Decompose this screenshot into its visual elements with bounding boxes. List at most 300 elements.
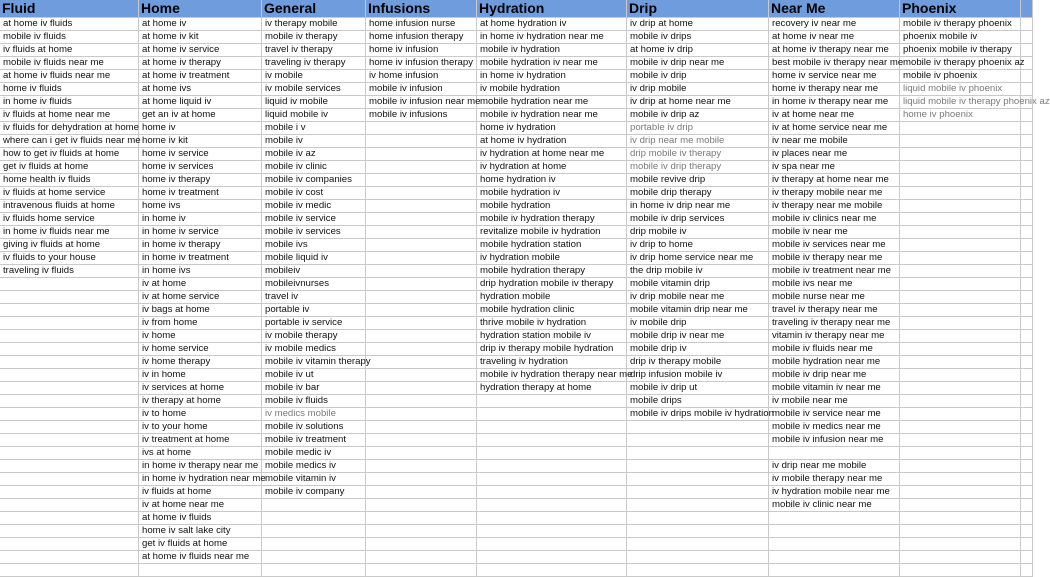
cell[interactable] bbox=[0, 499, 139, 512]
cell[interactable] bbox=[900, 187, 1021, 200]
cell[interactable]: iv drip at home near me bbox=[627, 96, 769, 109]
cell[interactable] bbox=[900, 291, 1021, 304]
cell[interactable]: at home iv service bbox=[139, 44, 262, 57]
cell[interactable] bbox=[0, 408, 139, 421]
cell[interactable]: mobile vitamin drip bbox=[627, 278, 769, 291]
cell[interactable] bbox=[366, 135, 477, 148]
cell[interactable]: hydration therapy at home bbox=[477, 382, 627, 395]
cell[interactable]: get an iv at home bbox=[139, 109, 262, 122]
cell[interactable]: mobile medic iv bbox=[262, 447, 366, 460]
cell[interactable] bbox=[627, 564, 769, 577]
cell[interactable] bbox=[900, 148, 1021, 161]
cell[interactable]: mobile iv clinic bbox=[262, 161, 366, 174]
cell[interactable]: mobile iv service near me bbox=[769, 408, 900, 421]
cell[interactable]: traveling iv fluids bbox=[0, 265, 139, 278]
cell[interactable]: in home ivs bbox=[139, 265, 262, 278]
cell[interactable] bbox=[366, 122, 477, 135]
cell[interactable]: at home iv treatment bbox=[139, 70, 262, 83]
cell[interactable] bbox=[1021, 239, 1033, 252]
cell[interactable] bbox=[0, 304, 139, 317]
cell[interactable]: mobile iv infusion bbox=[366, 83, 477, 96]
cell[interactable] bbox=[900, 421, 1021, 434]
cell[interactable] bbox=[0, 382, 139, 395]
cell[interactable]: get iv fluids at home bbox=[0, 161, 139, 174]
cell[interactable]: mobileivnurses bbox=[262, 278, 366, 291]
cell[interactable] bbox=[477, 421, 627, 434]
cell[interactable] bbox=[900, 226, 1021, 239]
cell[interactable] bbox=[1021, 382, 1033, 395]
cell[interactable] bbox=[1021, 512, 1033, 525]
cell[interactable] bbox=[1021, 44, 1033, 57]
cell[interactable] bbox=[627, 447, 769, 460]
cell[interactable] bbox=[900, 434, 1021, 447]
cell[interactable]: iv mobile therapy bbox=[262, 330, 366, 343]
cell[interactable]: mobile iv drip ut bbox=[627, 382, 769, 395]
cell[interactable]: liquid mobile iv bbox=[262, 109, 366, 122]
cell[interactable]: mobile drip therapy bbox=[627, 187, 769, 200]
cell[interactable]: mobile iv infusion near me bbox=[769, 434, 900, 447]
cell[interactable]: in home iv bbox=[139, 213, 262, 226]
cell[interactable] bbox=[900, 135, 1021, 148]
cell[interactable] bbox=[900, 460, 1021, 473]
column-header[interactable]: Near Me bbox=[769, 0, 900, 18]
cell[interactable]: mobile iv hydration therapy near me bbox=[477, 369, 627, 382]
cell[interactable]: mobile iv treatment bbox=[262, 434, 366, 447]
cell[interactable]: mobile iv near me bbox=[769, 226, 900, 239]
cell[interactable]: mobile liquid iv bbox=[262, 252, 366, 265]
cell[interactable]: in home iv hydration bbox=[477, 70, 627, 83]
cell[interactable] bbox=[366, 343, 477, 356]
cell[interactable]: iv drip at home bbox=[627, 18, 769, 31]
cell[interactable]: travel iv therapy near me bbox=[769, 304, 900, 317]
cell[interactable]: mobile iv infusion near me bbox=[366, 96, 477, 109]
cell[interactable] bbox=[0, 317, 139, 330]
cell[interactable] bbox=[900, 408, 1021, 421]
cell[interactable] bbox=[1021, 226, 1033, 239]
cell[interactable]: mobile iv service bbox=[262, 213, 366, 226]
cell[interactable] bbox=[1021, 499, 1033, 512]
cell[interactable]: in home iv treatment bbox=[139, 252, 262, 265]
cell[interactable]: at home iv bbox=[139, 18, 262, 31]
cell[interactable] bbox=[1021, 304, 1033, 317]
cell[interactable] bbox=[1021, 213, 1033, 226]
cell[interactable] bbox=[1021, 252, 1033, 265]
cell[interactable]: giving iv fluids at home bbox=[0, 239, 139, 252]
cell[interactable]: traveling iv therapy bbox=[262, 57, 366, 70]
cell[interactable]: iv spa near me bbox=[769, 161, 900, 174]
cell[interactable]: mobile iv drip near me bbox=[769, 369, 900, 382]
cell[interactable] bbox=[1021, 18, 1033, 31]
cell[interactable]: mobileiv bbox=[262, 265, 366, 278]
cell[interactable] bbox=[366, 551, 477, 564]
cell[interactable]: iv bags at home bbox=[139, 304, 262, 317]
cell[interactable] bbox=[769, 512, 900, 525]
cell[interactable]: mobile iv medic bbox=[262, 200, 366, 213]
cell[interactable]: home iv treatment bbox=[139, 187, 262, 200]
cell[interactable]: where can i get iv fluids near me bbox=[0, 135, 139, 148]
column-header[interactable]: Home bbox=[139, 0, 262, 18]
cell[interactable]: mobile vitamin iv near me bbox=[769, 382, 900, 395]
cell[interactable]: home iv service near me bbox=[769, 70, 900, 83]
cell[interactable]: in home iv fluids near me bbox=[0, 226, 139, 239]
cell[interactable] bbox=[1021, 473, 1033, 486]
cell[interactable] bbox=[477, 564, 627, 577]
cell[interactable] bbox=[366, 486, 477, 499]
cell[interactable] bbox=[1021, 408, 1033, 421]
cell[interactable] bbox=[900, 200, 1021, 213]
cell[interactable]: iv at home bbox=[139, 278, 262, 291]
cell[interactable]: iv mobile near me bbox=[769, 395, 900, 408]
cell[interactable]: mobile ivs bbox=[262, 239, 366, 252]
cell[interactable] bbox=[262, 538, 366, 551]
cell[interactable]: in home iv therapy near me bbox=[769, 96, 900, 109]
cell[interactable]: how to get iv fluids at home bbox=[0, 148, 139, 161]
cell[interactable] bbox=[262, 499, 366, 512]
cell[interactable] bbox=[366, 252, 477, 265]
cell[interactable] bbox=[0, 356, 139, 369]
cell[interactable]: drip iv therapy mobile bbox=[627, 356, 769, 369]
cell[interactable]: iv therapy mobile bbox=[262, 18, 366, 31]
cell[interactable]: mobile nurse near me bbox=[769, 291, 900, 304]
cell[interactable]: at home iv hydration bbox=[477, 135, 627, 148]
cell[interactable] bbox=[1021, 109, 1033, 122]
cell[interactable]: at home iv fluids near me bbox=[139, 551, 262, 564]
cell[interactable] bbox=[1021, 447, 1033, 460]
cell[interactable]: iv from home bbox=[139, 317, 262, 330]
cell[interactable]: at home iv drip bbox=[627, 44, 769, 57]
cell[interactable]: iv fluids at home bbox=[0, 44, 139, 57]
cell[interactable] bbox=[627, 512, 769, 525]
cell[interactable]: mobile hydration iv bbox=[477, 187, 627, 200]
cell[interactable] bbox=[900, 512, 1021, 525]
cell[interactable]: iv at home near me bbox=[769, 109, 900, 122]
cell[interactable]: mobile iv company bbox=[262, 486, 366, 499]
cell[interactable] bbox=[627, 473, 769, 486]
cell[interactable] bbox=[627, 486, 769, 499]
cell[interactable] bbox=[627, 551, 769, 564]
cell[interactable]: iv in home bbox=[139, 369, 262, 382]
cell[interactable] bbox=[1021, 369, 1033, 382]
cell[interactable]: the drip mobile iv bbox=[627, 265, 769, 278]
cell[interactable]: iv fluids home service bbox=[0, 213, 139, 226]
cell[interactable] bbox=[900, 122, 1021, 135]
cell[interactable]: mobile iv drip near me bbox=[627, 57, 769, 70]
cell[interactable] bbox=[900, 317, 1021, 330]
cell[interactable] bbox=[1021, 538, 1033, 551]
cell[interactable] bbox=[900, 525, 1021, 538]
cell[interactable]: iv fluids to your house bbox=[0, 252, 139, 265]
cell[interactable] bbox=[366, 200, 477, 213]
cell[interactable]: mobile iv drip services bbox=[627, 213, 769, 226]
cell[interactable] bbox=[366, 330, 477, 343]
cell[interactable] bbox=[0, 278, 139, 291]
cell[interactable]: in home iv hydration near me bbox=[139, 473, 262, 486]
cell[interactable] bbox=[366, 421, 477, 434]
cell[interactable] bbox=[1021, 525, 1033, 538]
column-header[interactable]: General bbox=[262, 0, 366, 18]
cell[interactable] bbox=[900, 239, 1021, 252]
cell[interactable]: mobile hydration near me bbox=[769, 356, 900, 369]
cell[interactable]: mobile iv hydration therapy bbox=[477, 213, 627, 226]
cell[interactable]: iv medics mobile bbox=[262, 408, 366, 421]
cell[interactable] bbox=[262, 525, 366, 538]
cell[interactable]: mobile iv vitamin therapy bbox=[262, 356, 366, 369]
cell[interactable]: mobile iv cost bbox=[262, 187, 366, 200]
cell[interactable] bbox=[1021, 551, 1033, 564]
cell[interactable]: mobile hydration station bbox=[477, 239, 627, 252]
cell[interactable]: mobile iv treatment near me bbox=[769, 265, 900, 278]
cell[interactable] bbox=[627, 460, 769, 473]
cell[interactable] bbox=[477, 486, 627, 499]
cell[interactable]: at home iv fluids near me bbox=[0, 70, 139, 83]
cell[interactable] bbox=[366, 473, 477, 486]
cell[interactable] bbox=[0, 538, 139, 551]
cell[interactable]: in home iv therapy near me bbox=[139, 460, 262, 473]
cell[interactable]: drip mobile iv bbox=[627, 226, 769, 239]
cell[interactable]: mobile iv drip therapy bbox=[627, 161, 769, 174]
cell[interactable]: hydration mobile bbox=[477, 291, 627, 304]
cell[interactable]: home iv infusion bbox=[366, 44, 477, 57]
cell[interactable]: mobile iv therapy near me bbox=[769, 252, 900, 265]
cell[interactable] bbox=[900, 343, 1021, 356]
cell[interactable]: iv treatment at home bbox=[139, 434, 262, 447]
cell[interactable] bbox=[366, 291, 477, 304]
cell[interactable]: home iv fluids bbox=[0, 83, 139, 96]
cell[interactable] bbox=[366, 460, 477, 473]
cell[interactable]: ivs at home bbox=[139, 447, 262, 460]
cell[interactable] bbox=[900, 538, 1021, 551]
cell[interactable]: home infusion therapy bbox=[366, 31, 477, 44]
cell[interactable]: mobile iv az bbox=[262, 148, 366, 161]
cell[interactable]: home health iv fluids bbox=[0, 174, 139, 187]
cell[interactable]: iv hydration at home near me bbox=[477, 148, 627, 161]
cell[interactable]: home infusion nurse bbox=[366, 18, 477, 31]
cell[interactable] bbox=[366, 512, 477, 525]
cell[interactable]: mobile iv therapy phoenix bbox=[900, 18, 1021, 31]
cell[interactable] bbox=[769, 447, 900, 460]
cell[interactable]: iv mobile drip bbox=[627, 317, 769, 330]
cell[interactable]: hydration station mobile iv bbox=[477, 330, 627, 343]
cell[interactable]: mobile iv clinics near me bbox=[769, 213, 900, 226]
cell[interactable]: mobile iv bbox=[262, 135, 366, 148]
cell[interactable] bbox=[1021, 278, 1033, 291]
cell[interactable] bbox=[900, 473, 1021, 486]
cell[interactable]: traveling iv hydration bbox=[477, 356, 627, 369]
cell[interactable] bbox=[0, 330, 139, 343]
cell[interactable] bbox=[1021, 83, 1033, 96]
cell[interactable] bbox=[1021, 564, 1033, 577]
cell[interactable] bbox=[477, 447, 627, 460]
cell[interactable]: at home iv therapy near me bbox=[769, 44, 900, 57]
cell[interactable] bbox=[366, 161, 477, 174]
cell[interactable]: mobile iv fluids near me bbox=[0, 57, 139, 70]
cell[interactable]: iv at home near me bbox=[139, 499, 262, 512]
cell[interactable]: iv near me mobile bbox=[769, 135, 900, 148]
cell[interactable]: iv to home bbox=[139, 408, 262, 421]
cell[interactable] bbox=[900, 369, 1021, 382]
cell[interactable]: home hydration iv bbox=[477, 174, 627, 187]
cell[interactable] bbox=[477, 460, 627, 473]
cell[interactable]: mobile iv therapy phoenix az bbox=[900, 57, 1021, 70]
cell[interactable]: iv mobile bbox=[262, 70, 366, 83]
cell[interactable]: mobile iv companies bbox=[262, 174, 366, 187]
cell[interactable]: drip mobile iv therapy bbox=[627, 148, 769, 161]
cell[interactable] bbox=[627, 499, 769, 512]
cell[interactable] bbox=[0, 551, 139, 564]
cell[interactable]: mobile hydration iv near me bbox=[477, 57, 627, 70]
cell[interactable]: iv mobile hydration bbox=[477, 83, 627, 96]
cell[interactable] bbox=[900, 356, 1021, 369]
column-header[interactable]: Phoenix bbox=[900, 0, 1021, 18]
cell[interactable]: portable iv bbox=[262, 304, 366, 317]
cell[interactable]: mobile iv drips mobile iv hydration bbox=[627, 408, 769, 421]
cell[interactable]: liquid mobile iv phoenix bbox=[900, 83, 1021, 96]
cell[interactable] bbox=[0, 434, 139, 447]
cell[interactable] bbox=[0, 486, 139, 499]
cell[interactable]: iv drip home service near me bbox=[627, 252, 769, 265]
cell[interactable]: iv fluids at home bbox=[139, 486, 262, 499]
cell[interactable] bbox=[0, 525, 139, 538]
cell[interactable] bbox=[366, 213, 477, 226]
cell[interactable]: mobile hydration clinic bbox=[477, 304, 627, 317]
cell[interactable]: iv therapy at home near me bbox=[769, 174, 900, 187]
cell[interactable]: intravenous fluids at home bbox=[0, 200, 139, 213]
cell[interactable]: iv hydration mobile bbox=[477, 252, 627, 265]
cell[interactable]: at home iv fluids bbox=[0, 18, 139, 31]
column-header-empty[interactable] bbox=[1021, 0, 1033, 18]
cell[interactable]: iv fluids at home near me bbox=[0, 109, 139, 122]
cell[interactable] bbox=[366, 187, 477, 200]
cell[interactable]: home iv salt lake city bbox=[139, 525, 262, 538]
cell[interactable] bbox=[1021, 122, 1033, 135]
cell[interactable] bbox=[1021, 70, 1033, 83]
cell[interactable]: at home ivs bbox=[139, 83, 262, 96]
cell[interactable]: revitalize mobile iv hydration bbox=[477, 226, 627, 239]
cell[interactable] bbox=[627, 434, 769, 447]
cell[interactable]: mobile iv therapy bbox=[262, 31, 366, 44]
cell[interactable]: mobile hydration bbox=[477, 200, 627, 213]
cell[interactable] bbox=[1021, 434, 1033, 447]
cell[interactable]: iv fluids at home service bbox=[0, 187, 139, 200]
cell[interactable] bbox=[1021, 57, 1033, 70]
cell[interactable]: drip infusion mobile iv bbox=[627, 369, 769, 382]
cell[interactable]: iv mobile medics bbox=[262, 343, 366, 356]
cell[interactable] bbox=[900, 395, 1021, 408]
cell[interactable] bbox=[1021, 174, 1033, 187]
cell[interactable]: iv drip mobile bbox=[627, 83, 769, 96]
cell[interactable] bbox=[0, 343, 139, 356]
cell[interactable] bbox=[900, 486, 1021, 499]
cell[interactable] bbox=[1021, 330, 1033, 343]
cell[interactable]: drip iv therapy mobile hydration bbox=[477, 343, 627, 356]
cell[interactable]: phoenix mobile iv bbox=[900, 31, 1021, 44]
cell[interactable] bbox=[627, 525, 769, 538]
cell[interactable]: home iv services bbox=[139, 161, 262, 174]
cell[interactable]: iv home therapy bbox=[139, 356, 262, 369]
cell[interactable]: travel iv bbox=[262, 291, 366, 304]
cell[interactable] bbox=[1021, 317, 1033, 330]
cell[interactable]: home iv therapy near me bbox=[769, 83, 900, 96]
cell[interactable]: iv to your home bbox=[139, 421, 262, 434]
cell[interactable]: iv hydration mobile near me bbox=[769, 486, 900, 499]
cell[interactable]: home iv kit bbox=[139, 135, 262, 148]
cell[interactable]: at home iv kit bbox=[139, 31, 262, 44]
cell[interactable] bbox=[1021, 343, 1033, 356]
cell[interactable] bbox=[366, 239, 477, 252]
cell[interactable]: iv mobile services bbox=[262, 83, 366, 96]
cell[interactable]: mobile iv hydration near me bbox=[477, 109, 627, 122]
cell[interactable]: iv hydration at home bbox=[477, 161, 627, 174]
cell[interactable] bbox=[900, 265, 1021, 278]
cell[interactable]: home iv infusion therapy bbox=[366, 57, 477, 70]
cell[interactable]: iv at home service bbox=[139, 291, 262, 304]
cell[interactable]: portable iv service bbox=[262, 317, 366, 330]
cell[interactable]: mobile drip iv bbox=[627, 343, 769, 356]
cell[interactable]: iv drip to home bbox=[627, 239, 769, 252]
cell[interactable]: iv mobile therapy near me bbox=[769, 473, 900, 486]
cell[interactable]: mobile iv drip az bbox=[627, 109, 769, 122]
cell[interactable]: thrive mobile iv hydration bbox=[477, 317, 627, 330]
cell[interactable]: at home hydration iv bbox=[477, 18, 627, 31]
cell[interactable] bbox=[1021, 200, 1033, 213]
column-header[interactable]: Hydration bbox=[477, 0, 627, 18]
cell[interactable] bbox=[366, 304, 477, 317]
cell[interactable] bbox=[1021, 421, 1033, 434]
cell[interactable] bbox=[900, 564, 1021, 577]
cell[interactable] bbox=[1021, 291, 1033, 304]
cell[interactable] bbox=[627, 538, 769, 551]
cell[interactable]: in home iv therapy bbox=[139, 239, 262, 252]
cell[interactable] bbox=[139, 564, 262, 577]
cell[interactable]: mobile iv fluids bbox=[262, 395, 366, 408]
cell[interactable]: mobile iv phoenix bbox=[900, 70, 1021, 83]
cell[interactable] bbox=[366, 395, 477, 408]
cell[interactable]: mobile i v bbox=[262, 122, 366, 135]
column-header[interactable]: Infusions bbox=[366, 0, 477, 18]
cell[interactable]: liquid iv mobile bbox=[262, 96, 366, 109]
cell[interactable] bbox=[900, 499, 1021, 512]
column-header[interactable]: Fluid bbox=[0, 0, 139, 18]
cell[interactable]: portable iv drip bbox=[627, 122, 769, 135]
cell[interactable] bbox=[366, 369, 477, 382]
cell[interactable] bbox=[0, 447, 139, 460]
cell[interactable]: mobile medics iv bbox=[262, 460, 366, 473]
cell[interactable] bbox=[0, 395, 139, 408]
cell[interactable] bbox=[769, 551, 900, 564]
cell[interactable] bbox=[0, 291, 139, 304]
cell[interactable]: mobile ivs near me bbox=[769, 278, 900, 291]
cell[interactable]: iv at home service near me bbox=[769, 122, 900, 135]
cell[interactable] bbox=[366, 265, 477, 278]
cell[interactable]: travel iv therapy bbox=[262, 44, 366, 57]
cell[interactable] bbox=[900, 252, 1021, 265]
cell[interactable]: home iv therapy bbox=[139, 174, 262, 187]
cell[interactable]: in home iv service bbox=[139, 226, 262, 239]
cell[interactable]: iv home bbox=[139, 330, 262, 343]
cell[interactable]: home ivs bbox=[139, 200, 262, 213]
cell[interactable]: mobile drips bbox=[627, 395, 769, 408]
cell[interactable] bbox=[366, 434, 477, 447]
cell[interactable]: home iv bbox=[139, 122, 262, 135]
cell[interactable]: in home iv hydration near me bbox=[477, 31, 627, 44]
cell[interactable] bbox=[900, 278, 1021, 291]
cell[interactable]: mobile iv services near me bbox=[769, 239, 900, 252]
cell[interactable]: phoenix mobile iv therapy bbox=[900, 44, 1021, 57]
cell[interactable] bbox=[366, 538, 477, 551]
cell[interactable] bbox=[366, 564, 477, 577]
cell[interactable] bbox=[1021, 460, 1033, 473]
cell[interactable]: vitamin iv therapy near me bbox=[769, 330, 900, 343]
